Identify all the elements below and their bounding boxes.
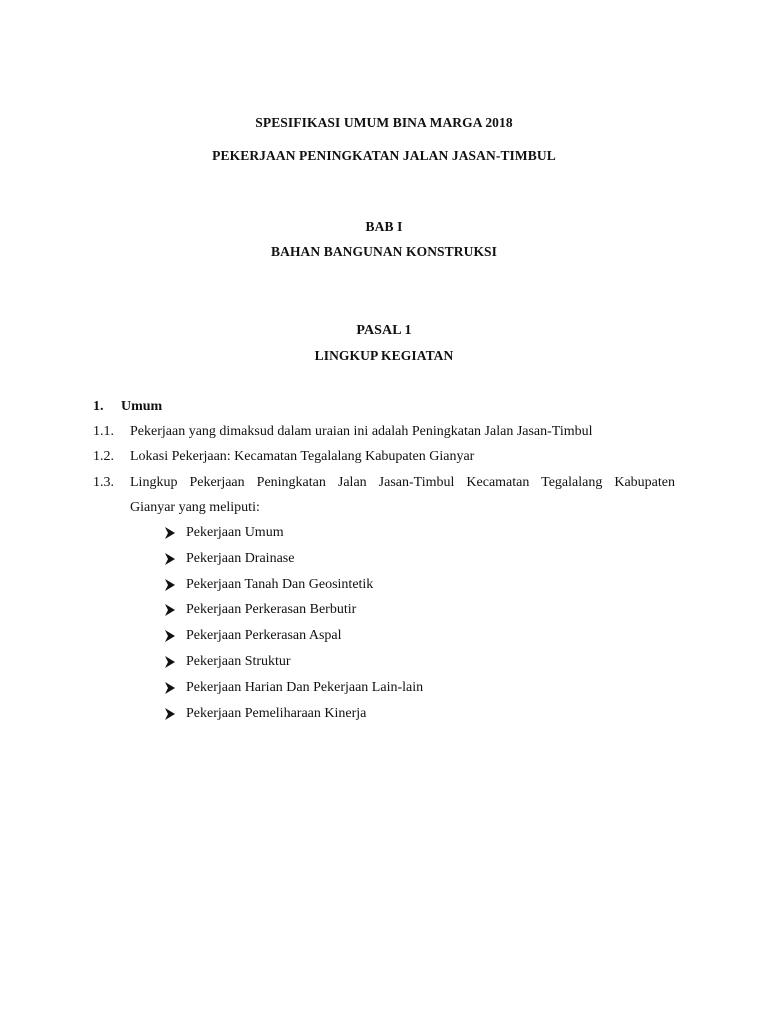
article-title: LINGKUP KEGIATAN <box>314 348 454 363</box>
arrowhead-bullet-icon <box>164 656 186 668</box>
list-item-text: Pekerjaan Pemeliharaan Kinerja <box>186 705 367 721</box>
list-item-text: Pekerjaan Umum <box>186 525 284 540</box>
section-title: Umum <box>121 399 163 414</box>
scope-list <box>164 525 423 731</box>
arrowhead-bullet-icon <box>164 604 186 616</box>
document-subtitle: PEKERJAAN PENINGKATAN JALAN JASAN-TIMBUL <box>212 148 556 163</box>
list-item <box>164 628 423 654</box>
item-text <box>130 470 675 520</box>
article-number: PASAL 1 <box>356 323 412 338</box>
section-number: 1. <box>93 399 104 414</box>
list-item <box>164 602 423 628</box>
item-text-line: Gianyar yang meliputi: <box>130 500 260 515</box>
list-item-text: Pekerjaan Harian Dan Pekerjaan Lain-lain <box>186 679 424 695</box>
list-item <box>164 706 423 732</box>
list-item <box>164 680 423 706</box>
arrowhead-bullet-icon <box>164 708 186 720</box>
item-text: Pekerjaan yang dimaksud dalam uraian ini adalah Peningkatan Jalan Jasan-Timbul <box>130 424 593 439</box>
list-item <box>164 577 423 603</box>
chapter-number: BAB I <box>365 219 403 234</box>
list-item-text: Pekerjaan Tanah Dan Geosintetik <box>186 576 374 592</box>
arrowhead-bullet-icon <box>164 553 186 565</box>
document-title: SPESIFIKASI UMUM BINA MARGA 2018 <box>255 115 513 130</box>
chapter-title: BAHAN BANGUNAN KONSTRUKSI <box>270 244 498 259</box>
arrowhead-bullet-icon <box>164 630 186 642</box>
item-text-line: Lingkup Pekerjaan Peningkatan Jalan Jasan-Timbul Kecamatan Tegalalang Kabupaten <box>130 475 675 490</box>
item-number: 1.3. <box>93 475 114 490</box>
list-item <box>164 654 423 680</box>
list-item-text: Pekerjaan Perkerasan Berbutir <box>186 602 357 618</box>
arrowhead-bullet-icon <box>164 527 186 539</box>
item-number: 1.2. <box>93 449 114 464</box>
item-text: Lokasi Pekerjaan: Kecamatan Tegalalang Kabupaten Gianyar <box>130 449 475 464</box>
item-number: 1.1. <box>93 424 114 439</box>
section-heading <box>93 399 162 415</box>
list-item <box>164 525 423 551</box>
list-item-text: Pekerjaan Perkerasan Aspal <box>186 628 342 644</box>
arrowhead-bullet-icon <box>164 682 186 694</box>
arrowhead-bullet-icon <box>164 579 186 591</box>
list-item-text: Pekerjaan Drainase <box>186 550 295 566</box>
list-item-text: Pekerjaan Struktur <box>186 653 291 669</box>
list-item <box>164 551 423 577</box>
